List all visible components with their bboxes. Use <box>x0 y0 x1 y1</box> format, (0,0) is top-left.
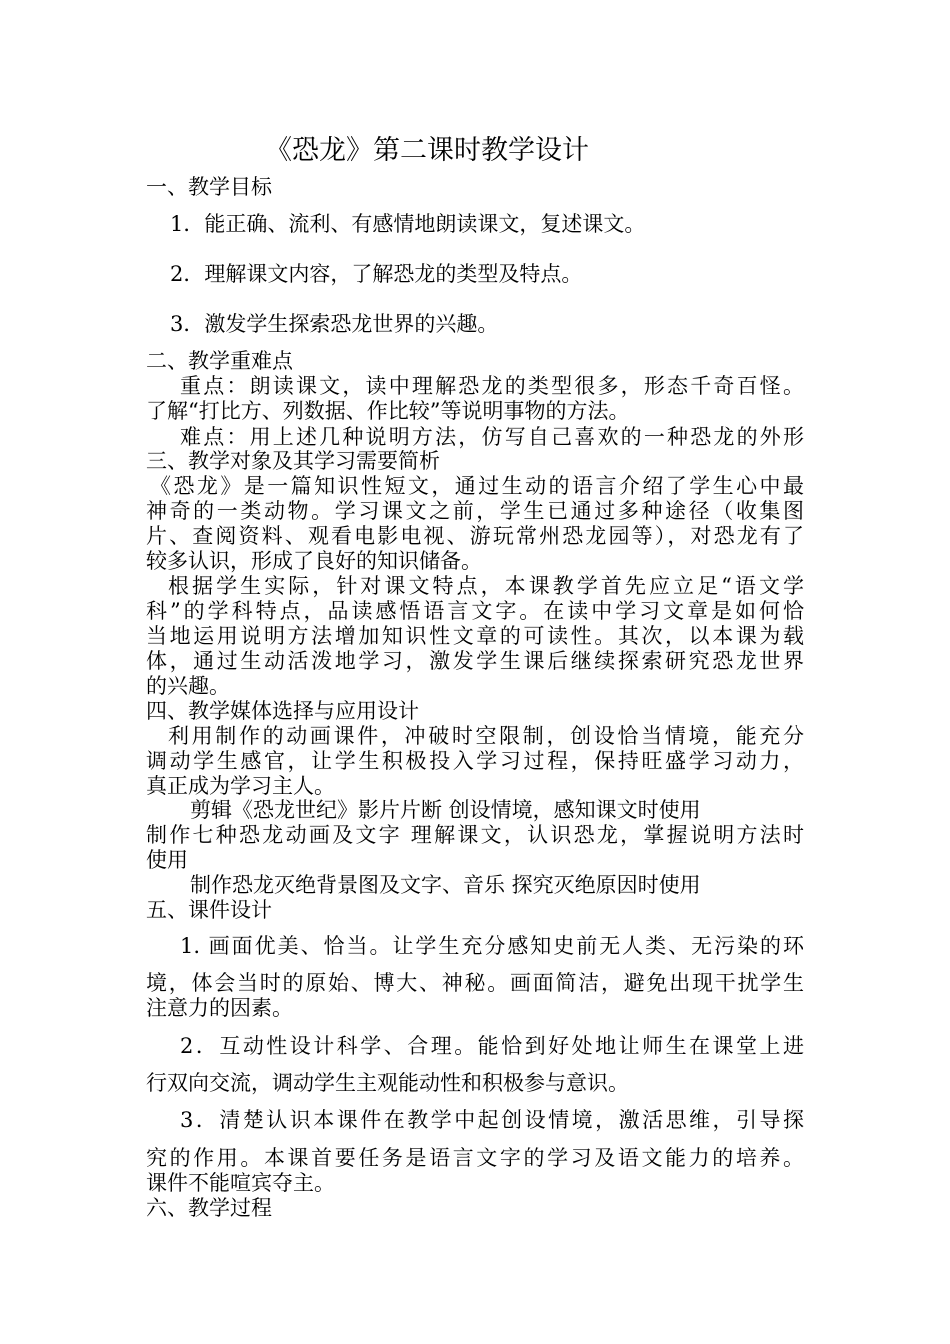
objective-item: 2．理解课文内容，了解恐龙的类型及特点。 <box>170 262 583 286</box>
page-title: 《恐龙》第二课时教学设计 <box>265 135 589 166</box>
section-heading: 五、课件设计 <box>146 898 272 922</box>
text-line: 的兴趣。 <box>146 674 230 698</box>
section-heading: 一、教学目标 <box>146 175 272 199</box>
text-line: 片、查阅资料、观看电影电视、游玩常州恐龙园等），对恐龙有了 <box>146 524 804 548</box>
section-heading: 二、教学重难点 <box>146 349 293 373</box>
text-line: 难点：用上述几种说明方法，仿写自己喜欢的一种恐龙的外形 <box>180 425 804 449</box>
objective-item: 1．能正确、流利、有感情地朗读课文，复述课文。 <box>170 212 646 236</box>
text-line: 了解“打比方、列数据、作比较”等说明事物的方法。 <box>146 399 630 423</box>
media-item: 剪辑《恐龙世纪》影片片断 创设情境，感知课文时使用 <box>190 798 701 822</box>
text-line: 根据学生实际，针对课文特点，本课教学首先应立足“语文学 <box>168 574 804 598</box>
text-line: 2．互动性设计科学、合理。能恰到好处地让师生在课堂上进 <box>180 1034 804 1058</box>
text-line: 较多认识，形成了良好的知识储备。 <box>146 549 482 573</box>
text-line: 神奇的一类动物。学习课文之前，学生已通过多种途径（收集图 <box>146 499 804 523</box>
text-line: 调动学生感官，让学生积极投入学习过程，保持旺盛学习动力， <box>146 749 804 773</box>
media-item: 制作七种恐龙动画及文字 理解课文，认识恐龙，掌握说明方法时 <box>146 823 804 847</box>
section-heading: 六、教学过程 <box>146 1196 272 1220</box>
text-line: 1. 画面优美、恰当。让学生充分感知史前无人类、无污染的环 <box>180 934 804 958</box>
text-line: 注意力的因素。 <box>146 996 293 1020</box>
text-line: 行双向交流，调动学生主观能动性和积极参与意识。 <box>146 1071 629 1095</box>
text-line: 当地运用说明方法增加知识性文章的可读性。其次，以本课为载 <box>146 624 804 648</box>
text-line: 《恐龙》是一篇知识性短文，通过生动的语言介绍了学生心中最 <box>150 474 804 498</box>
section-heading: 四、教学媒体选择与应用设计 <box>146 699 419 723</box>
media-item: 制作恐龙灭绝背景图及文字、音乐 探究灭绝原因时使用 <box>190 873 701 897</box>
text-line: 体，通过生动活泼地学习，激发学生课后继续探索研究恐龙世界 <box>146 649 804 673</box>
text-line: 究的作用。本课首要任务是语言文字的学习及语文能力的培养。 <box>146 1146 804 1170</box>
text-line: 境，体会当时的原始、博大、神秘。画面简洁，避免出现干扰学生 <box>146 971 804 995</box>
text-line: 课件不能喧宾夺主。 <box>146 1171 335 1195</box>
text-line: 重点：朗读课文，读中理解恐龙的类型很多，形态千奇百怪。 <box>180 374 804 398</box>
media-item: 使用 <box>146 848 188 872</box>
text-line: 科”的学科特点，品读感悟语言文字。在读中学习文章是如何恰 <box>146 599 804 623</box>
text-line: 利用制作的动画课件，冲破时空限制，创设恰当情境，能充分 <box>168 724 804 748</box>
text-line: 真正成为学习主人。 <box>146 774 335 798</box>
objective-item: 3．激发学生探索恐龙世界的兴趣。 <box>170 312 499 336</box>
section-heading: 三、教学对象及其学习需要简析 <box>146 449 440 473</box>
text-line: 3．清楚认识本课件在教学中起创设情境，激活思维，引导探 <box>180 1108 804 1132</box>
